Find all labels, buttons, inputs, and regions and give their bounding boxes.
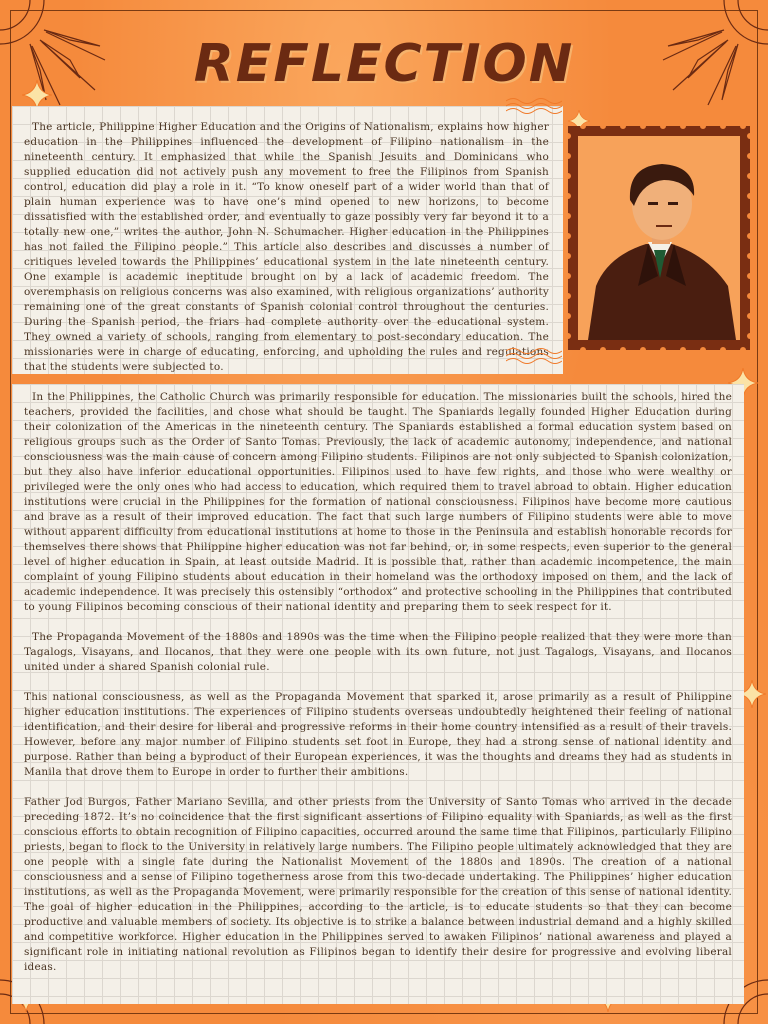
body-text-panel — [12, 384, 744, 1004]
body-paragraph-4: Father Jod Burgos, Father Mariano Sevilla, and other priests from the University of Santo Tomas who arrived in the decade preceding 1872. It’s no coincidence that the first significant assertions of Filipino equality with Spaniards, as well as the first conscious efforts to obtain recognition of Filipino capacities, occurred around the same time that Filipinos, particularly Filipino priests, began to flock to the University in relatively large numbers. The Filipino people ultimately acknowledged that they are one people with a single fate during the Nationalist Movement of the 1880s and 1890s. The creation of a national consciousness and a sense of Filipino togetherness arose from this two-decade undertaking. The Philippines’ higher education institutions, as well as the Propaganda Movement, were primarily responsible for the creation of this sense of national identity. The goal of higher education in the Philippines, according to the article, is to educate students so that they can become productive and valuable members of society. Its objective is to strike a balance between industrial demand and a highly skilled and competitive workforce. Higher education in the Philippines served to awaken Filipinos’ national awareness and played a significant role in initiating national revolution as Filipinos began to identify their desire for progressive and evolving liberal ideas. — [24, 796, 732, 973]
wave-icon — [506, 96, 562, 116]
body-paragraph-3: This national consciousness, as well as the Propaganda Movement that sparked it, arose primarily as a result of Philippine higher education institutions. The experiences of Filipino students overseas undoubtedly heightened their feeling of national identification, and their desire for liberal and progressive reforms in their home country intensified as a result of their travels. However, before any major number of Filipino students set foot in Europe, they had a strong sense of national identity and purpose. Rather than being a byproduct of their European experiences, it was the thoughts and dreams they had as students in Manila that drove them to Europe in order to further their ambitions. — [24, 691, 732, 778]
body-paragraph-2: The Propaganda Movement of the 1880s and 1890s was the time when the Filipino people realized that they were more than Tagalogs, Visayans, and Ilocanos, that they were one people with its own future, not just Tagalogs, Visayans, and Ilocanos united under a shared Spanish colonial rule. — [24, 631, 732, 673]
intro-text-panel — [12, 106, 563, 374]
intro-paragraph: The article, Philippine Higher Education and the Origins of Nationalism, explains how higher education in the Philippines influenced the development of Filipino nationalism in the nineteenth century. It emphasized that while the Spanish Jesuits and Dominicans who supplied education did not actively push any movement to free the Filipinos from Spanish control, education did play a role in it. “To know oneself part of a wider world than that of plain human experience was to have one’s mind opened to new horizons, to become dissatisfied with the established order, and eventually to gaze possibly very far beyond it to a totally new one,” writes the author, John N. Schumacher. Higher education in the Philippines has not failed the Filipino people.” This article also describes and discusses a number of critiques leveled towards the Philippines’ educational system in the late nineteenth century. One example is academic ineptitude brought on by a lack of academic freedom. The overemphasis on religious concerns was also examined, with religious organizations’ authority remaining one of the great constants of Spanish colonial control throughout the centuries. During the Spanish period, the friars had complete authority over the educational system. They owned a variety of schools, ranging from elementary to post-secondary education. The missionaries were in charge of educating, enforcing, and upholding the rules and regulations that the students were subjected to. — [24, 121, 549, 373]
body-paragraph-1: In the Philippines, the Catholic Church was primarily responsible for education. The missionaries built the schools, hired the teachers, provided the facilities, and chose what should be taught. The Spaniards legally founded Higher Education during their colonization of the Americas in the nineteenth century. The Spaniards established a formal education system based on religious groups such as the Order of Santo Tomas. Previously, the lack of academic autonomy, independence, and national consciousness was the main cause of concern among Filipino students. Filipinos are not only subjected to Spanish colonization, but they also have inferior educational opportunities. Filipinos used to have few rights, and those who were wealthy or privileged were the only ones who had access to education, which required them to travel abroad to obtain. Higher education institutions were crucial in the Philippines for the formation of national consciousness. Filipinos have become more cautious and brave as a result of their improved education. The fact that such large numbers of Filipino students were able to move without apparent difficulty from educational institutions at home to those in the Peninsula and establish honorable records for themselves there shows that Philippine higher education was not far behind, or, in some respects, even superior to the general level of higher education in Spain, at least outside Madrid. It is possible that, rather than academic incompetence, the main complaint of young Filipino students about education in their homeland was the orthodoxy imposed on them, and the lack of academic independence. It was precisely this ostensibly “orthodox” and protective schooling in the Philippines that contributed to young Filipinos becoming conscious of their national identity and preparing them to seek respect for it. — [24, 391, 732, 613]
portrait-stamp — [568, 126, 750, 350]
page-title: REFLECTION — [193, 34, 575, 94]
wave-icon — [506, 346, 562, 366]
